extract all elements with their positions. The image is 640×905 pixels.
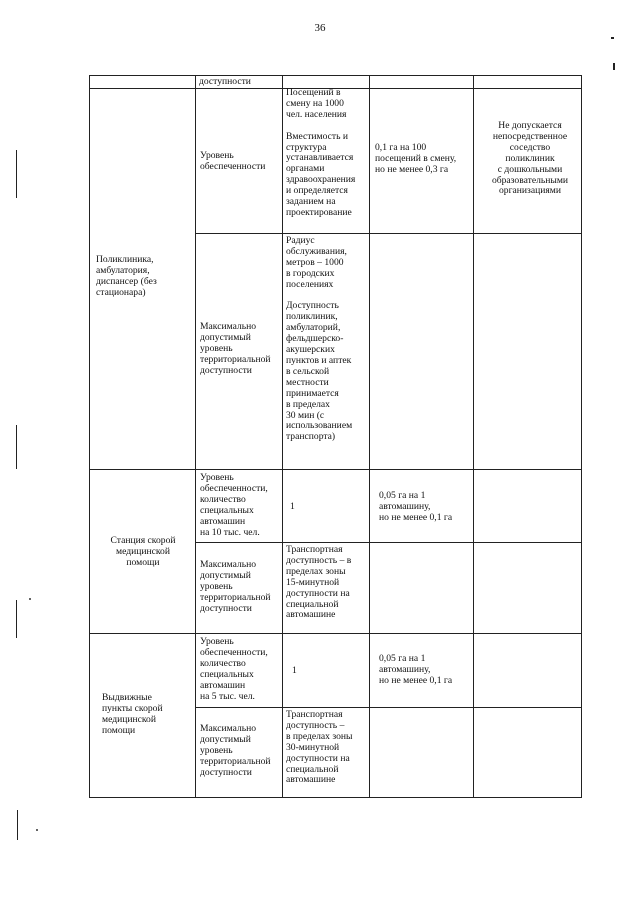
indicator-cell: Максимально допустимый уровень территориальной доступности [200,559,271,614]
area-cell: 0,05 га на 1 автомашину, но не менее 0,1 га [379,490,453,523]
area-cell: 0,1 га на 100 посещений в смену, но не менее 0,3 га [375,142,457,175]
value-cell: Транспортная доступность – в пределах зоны 30-минутной доступности на специальной автомашине [286,709,353,786]
indicator-cell: Максимально допустимый уровень территориальной доступности [200,321,271,376]
value-cell: 1 [292,665,297,676]
value-cell: Радиус обслуживания, метров – 1000 в городских поселениях Доступность поликлиник, амбулаторий, фельдшерско- акушерских пунктов и аптек в сельской местности принимается в пределах 30 мин (с использованием транспорта) [286,235,353,443]
value-cell: Посещений в смену на 1000 чел. населения Вместимость и структура устанавливается органами здравоохранения и определяется заданием на проектирование [286,87,356,218]
facility-name: Выдвижные пункты скорой медицинской помощи [102,692,163,736]
indicator-cell: Уровень обеспеченности [200,150,266,172]
indicator-cell: Уровень обеспеченности, количество специальных автомашин на 5 тыс. чел. [200,636,268,702]
page-number: 36 [314,22,326,34]
value-cell: 1 [290,501,295,512]
note-cell: Не допускается непосредственное соседство поликлиник с дошкольными образовательными организациями [491,120,569,197]
facility-name: Поликлиника, амбулатория, диспансер (без стационара) [96,254,157,298]
facility-name: Станция скорой медицинской помощи [110,535,176,568]
area-cell: 0,05 га на 1 автомашину, но не менее 0,1 га [379,653,453,686]
indicator-cell: Уровень обеспеченности, количество специальных автомашин на 10 тыс. чел. [200,472,268,538]
cell-col2: доступности [199,76,251,87]
value-cell: Транспортная доступность – в пределах зоны 15-минутной доступности на специальной автомашине [286,544,352,621]
indicator-cell: Максимально допустимый уровень территориальной доступности [200,723,271,778]
